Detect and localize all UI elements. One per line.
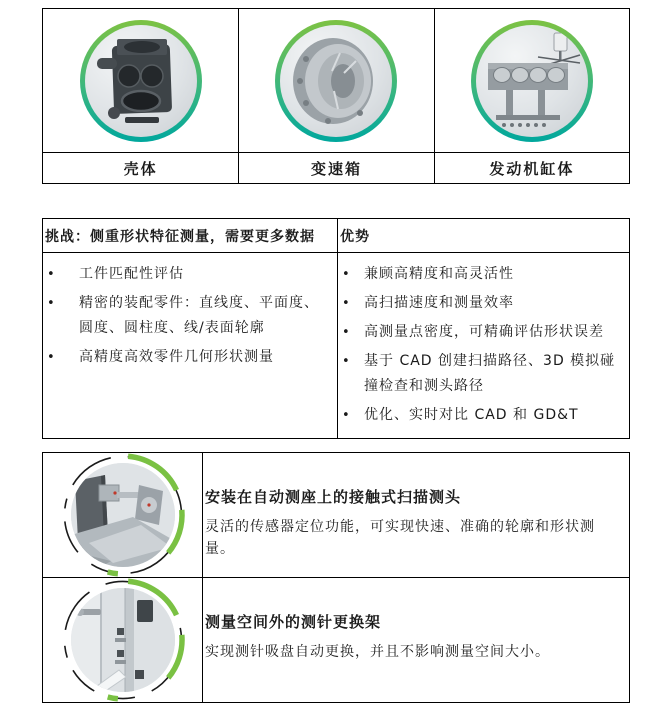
advantage-item: • 兼顾高精度和高灵活性 [338, 262, 625, 287]
features-table [42, 452, 630, 703]
advantage-item: • 优化、实时对比 CAD 和 GD&T [338, 403, 625, 428]
feature-text-cell [202, 578, 629, 702]
gradient-ring [80, 20, 202, 142]
challenges-cell [43, 253, 337, 438]
engine-block-illustration [476, 25, 588, 137]
feature-image-cell [43, 453, 202, 577]
comparison-body-row [43, 252, 629, 438]
parts-table [42, 8, 630, 184]
challenge-item: • 高精度高效零件几何形状测量 [43, 345, 333, 370]
housing-part-illustration [85, 25, 197, 137]
feature-image-cell [43, 578, 202, 702]
gearbox-illustration [280, 25, 392, 137]
advantage-header: 优势 [337, 219, 629, 252]
feature-title: 安装在自动测座上的接触式扫描测头 [205, 488, 462, 506]
decorative-arcs [58, 575, 188, 705]
feature-description: 灵活的传感器定位功能，可实现快速、准确的轮廓和形状测量。 [205, 519, 595, 557]
advantage-item: • 高测量点密度，可精确评估形状误差 [338, 320, 625, 345]
comparison-header-row [43, 219, 629, 252]
gearbox-photo [280, 25, 392, 137]
comparison-table [42, 218, 630, 439]
feature-row-probe [43, 453, 629, 577]
advantage-item: • 基于 CAD 创建扫描路径、3D 模拟碰撞检查和测头路径 [338, 349, 625, 399]
part-cell-engine-block [434, 9, 629, 152]
parts-label-row [43, 152, 629, 183]
feature-description: 实现测针吸盘自动更换，并且不影响测量空间大小。 [205, 644, 550, 660]
parts-image-row [43, 9, 629, 152]
gradient-ring [471, 20, 593, 142]
part-label-housing: 壳体 [43, 152, 238, 183]
decorative-arcs [58, 450, 188, 580]
engine-block-photo [476, 25, 588, 137]
feature-text-cell [202, 453, 629, 577]
gradient-ring [275, 20, 397, 142]
challenges-list [43, 253, 337, 380]
housing-photo [85, 25, 197, 137]
feature-title: 测量空间外的测针更换架 [205, 613, 382, 631]
challenge-item: • 精密的装配零件：直线度、平面度、圆度、圆柱度、线/表面轮廓 [43, 291, 333, 341]
advantages-list [338, 253, 629, 438]
advantage-item: • 高扫描速度和测量效率 [338, 291, 625, 316]
feature-row-stylus-rack [43, 577, 629, 702]
advantages-cell [337, 253, 629, 438]
challenge-item: • 工件匹配性评估 [43, 262, 333, 287]
part-label-engine-block: 发动机缸体 [434, 152, 629, 183]
part-label-gearbox: 变速箱 [238, 152, 433, 183]
part-cell-gearbox [238, 9, 433, 152]
challenge-header: 挑战：侧重形状特征测量，需要更多数据 [45, 228, 315, 245]
part-cell-housing [43, 9, 238, 152]
